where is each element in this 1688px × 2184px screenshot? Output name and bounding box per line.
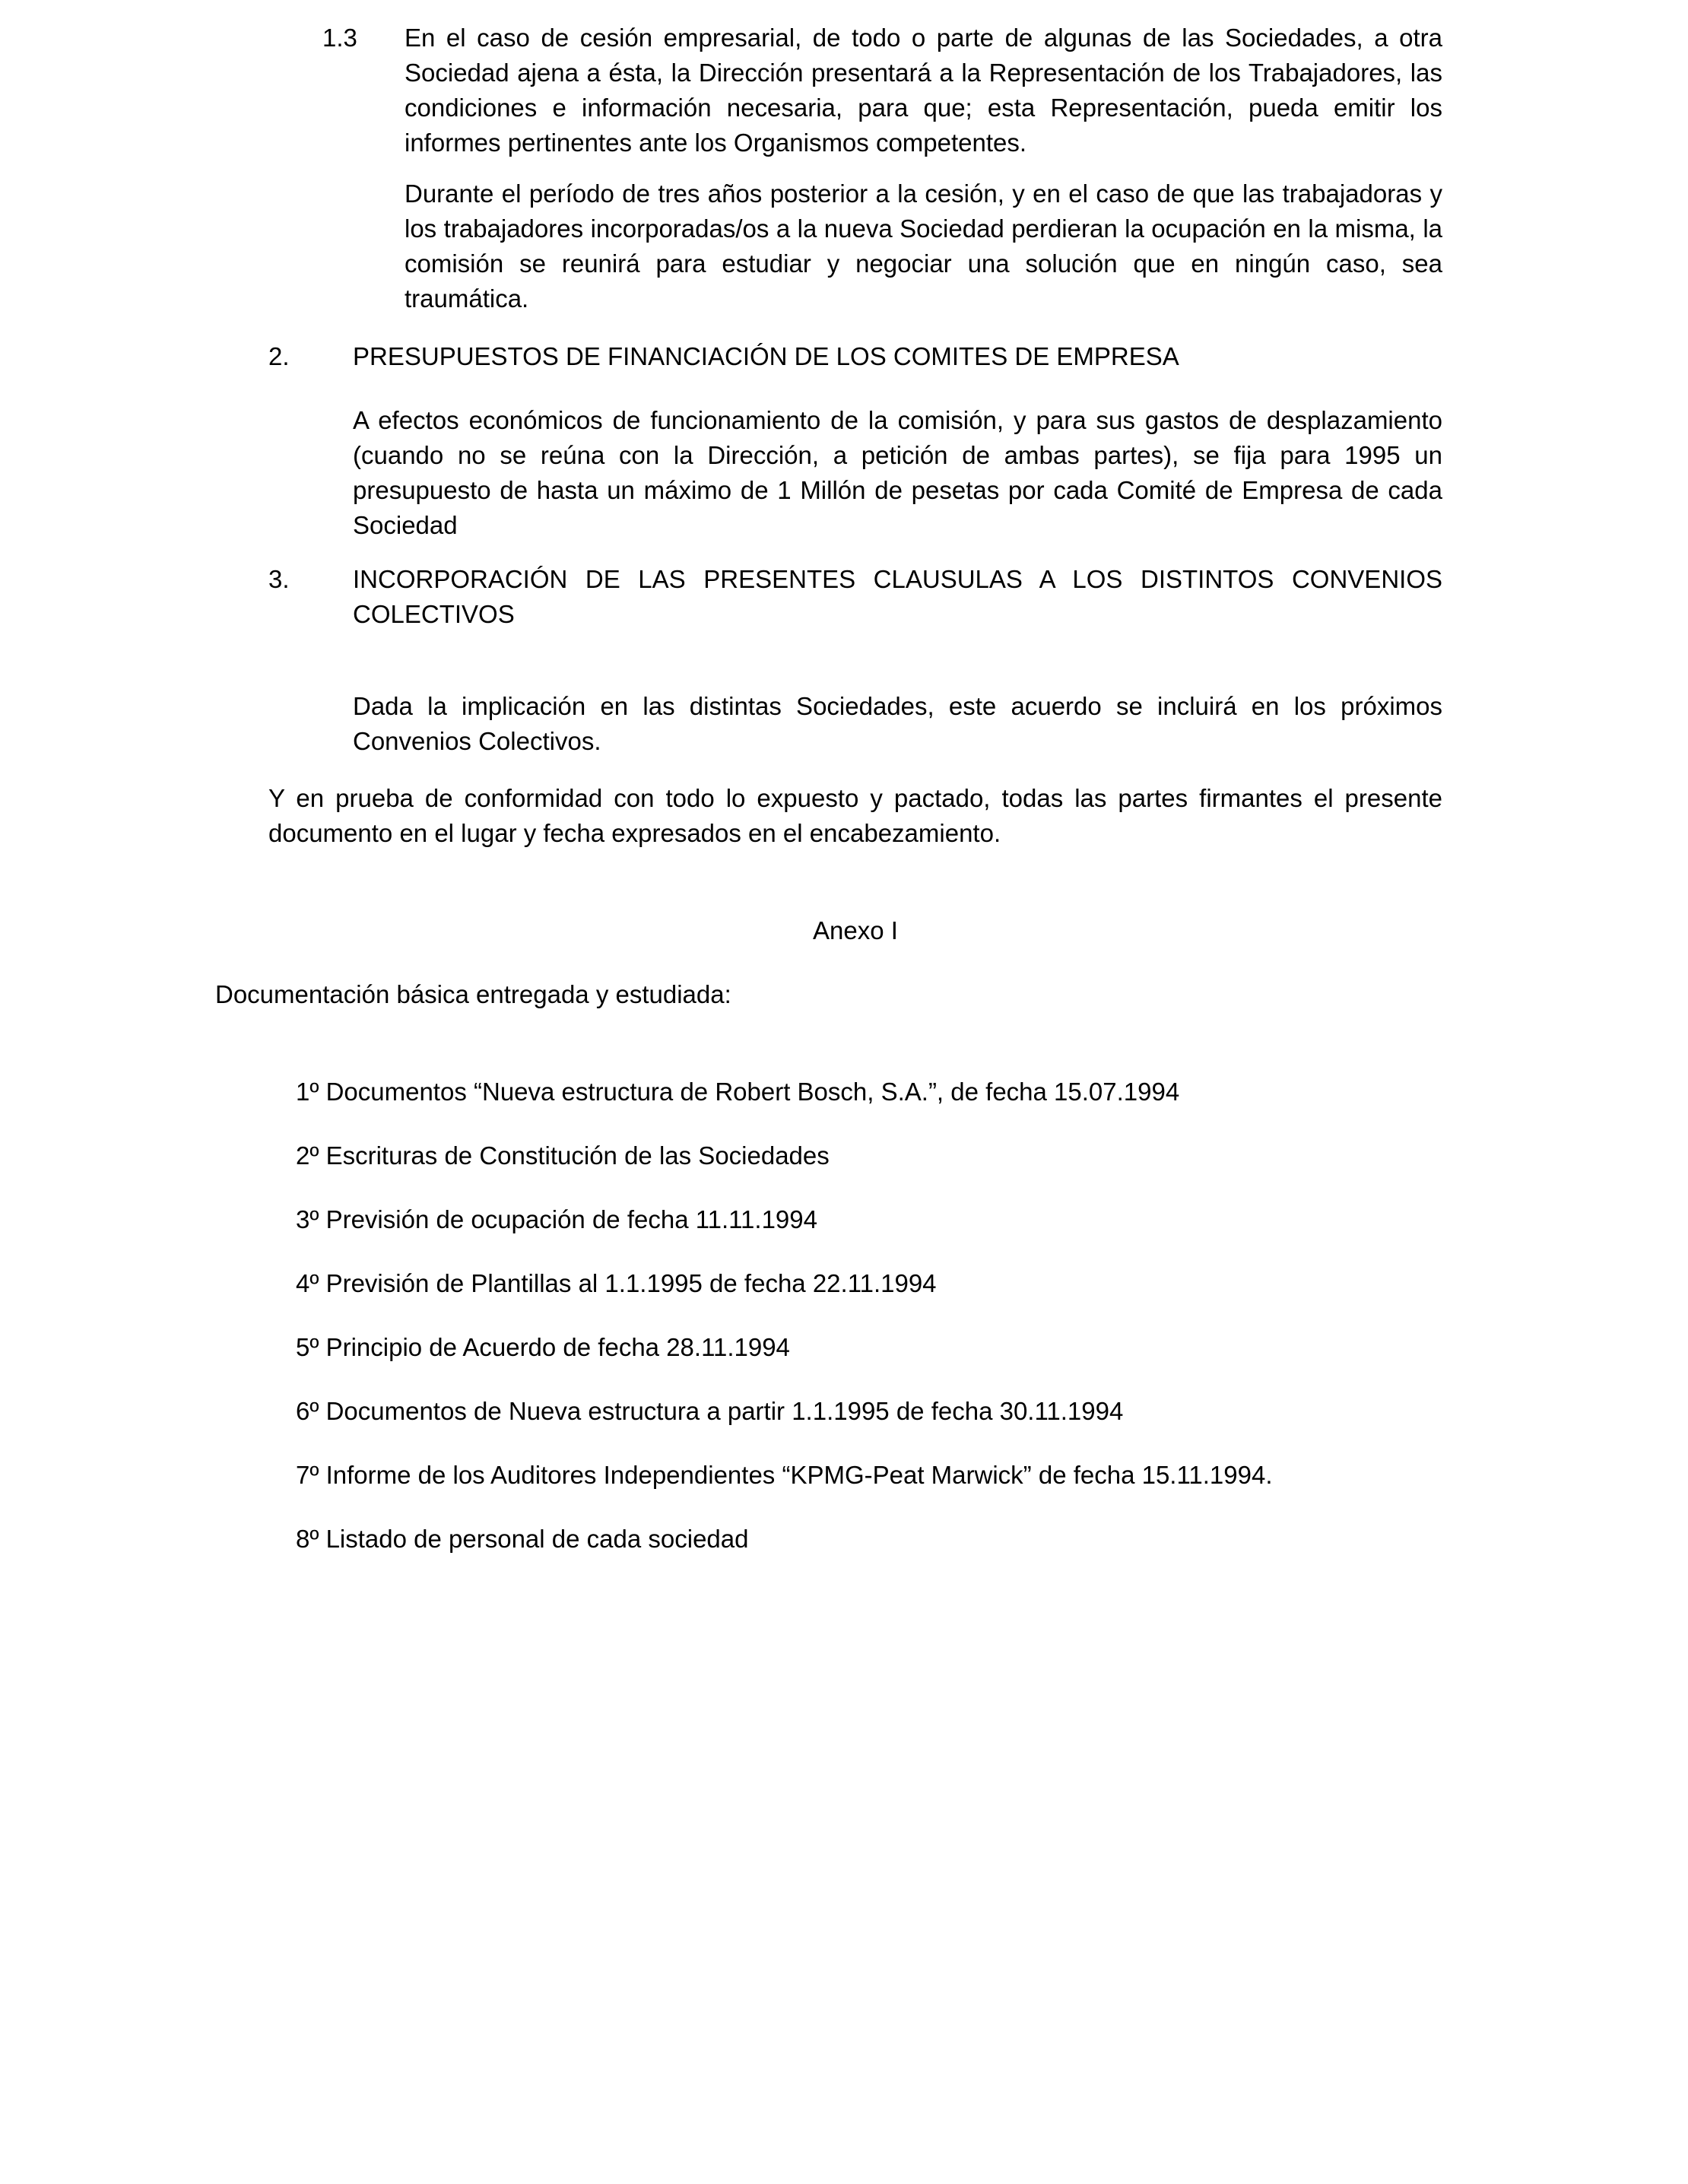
annex-title: Anexo I — [813, 916, 898, 944]
annex-item: 3º Previsión de ocupación de fecha 11.11.1994 — [296, 1205, 817, 1233]
clause-3-number: 3. — [268, 565, 290, 593]
clause-2-number: 2. — [268, 342, 290, 370]
annex-item: 5º Principio de Acuerdo de fecha 28.11.1994 — [296, 1333, 790, 1361]
clause-2-heading: PRESUPUESTOS DE FINANCIACIÓN DE LOS COMITES DE EMPRESA — [353, 342, 1179, 370]
annex-item: 7º Informe de los Auditores Independientes “KPMG-Peat Marwick” de fecha 15.11.1994. — [296, 1461, 1273, 1489]
annex-item: 4º Previsión de Plantillas al 1.1.1995 de fecha 22.11.1994 — [296, 1269, 937, 1297]
annex-intro: Documentación básica entregada y estudiada: — [215, 980, 731, 1008]
annex-item: 2º Escrituras de Constitución de las Sociedades — [296, 1141, 830, 1170]
annex-list — [296, 1075, 1442, 1557]
clause-1-3-body — [405, 21, 1442, 316]
annex-item: 8º Listado de personal de cada sociedad — [296, 1525, 749, 1553]
clause-1-3 — [322, 21, 1442, 316]
annex-item: 6º Documentos de Nueva estructura a partir 1.1.1995 de fecha 30.11.1994 — [296, 1397, 1124, 1425]
closing-paragraph: Y en prueba de conformidad con todo lo expuesto y pactado, todas las partes firmantes el presente documento en el lugar y fecha expresados en el encabezamiento. — [268, 784, 1442, 847]
clause-3-heading: INCORPORACIÓN DE LAS PRESENTES CLAUSULAS A LOS DISTINTOS CONVENIOS COLECTIVOS — [353, 565, 1442, 628]
clause-3 — [268, 562, 1442, 759]
clause-2-body — [353, 339, 1442, 543]
clause-1-3-paragraph-1: En el caso de cesión empresarial, de todo o parte de algunas de las Sociedades, a otra Sociedad ajena a ésta, la Dirección presentará a la Representación de los Trabajadores, las condiciones e información necesaria, para que; esta Representación, pueda emitir los informes pertinentes ante los Organismos competentes. — [405, 24, 1442, 157]
clause-2-paragraph: A efectos económicos de funcionamiento de la comisión, y para sus gastos de desplazamiento (cuando no se reúna con la Dirección, a petición de ambas partes), se fija para 1995 un presupuesto de hasta un máximo de 1 Millón de pesetas por cada Comité de Empresa de cada Sociedad — [353, 406, 1442, 539]
clause-3-body — [353, 562, 1442, 759]
clause-1-3-number: 1.3 — [322, 24, 357, 52]
clause-2 — [268, 339, 1442, 543]
clause-3-paragraph: Dada la implicación en las distintas Sociedades, este acuerdo se incluirá en los próximos Convenios Colectivos. — [353, 692, 1442, 755]
clause-1-3-paragraph-2: Durante el período de tres años posterior a la cesión, y en el caso de que las trabajadoras y los trabajadores incorporadas/os a la nueva Sociedad perdieran la ocupación en la misma, la comisión se reunirá para estudiar y negociar una solución que en ningún caso, sea traumática. — [405, 179, 1442, 313]
annex-item: 1º Documentos “Nueva estructura de Robert Bosch, S.A.”, de fecha 15.07.1994 — [296, 1078, 1180, 1106]
